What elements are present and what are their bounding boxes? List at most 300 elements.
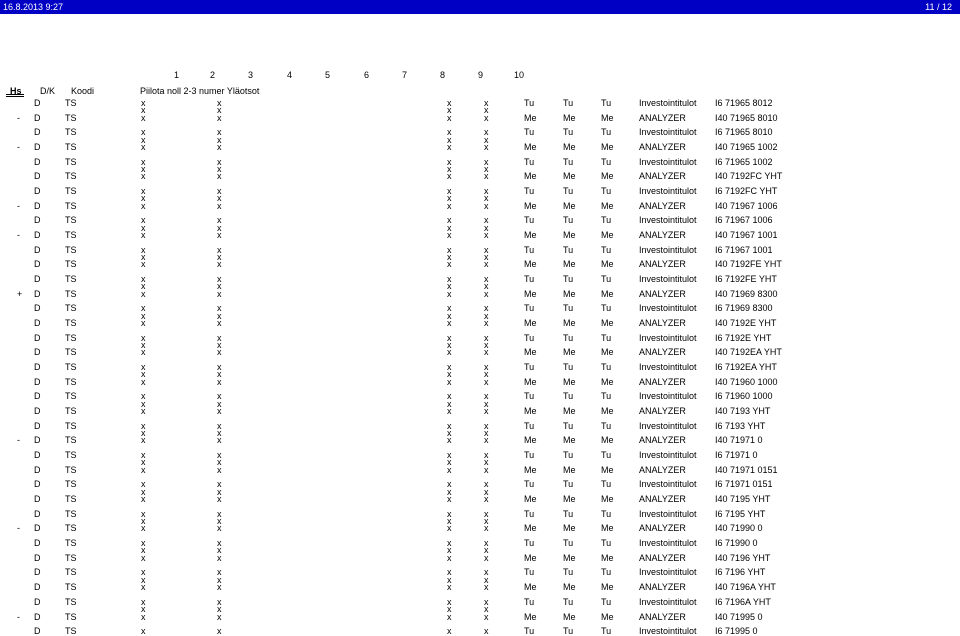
x-cell: x [484,626,489,636]
x-cell: x [447,303,452,314]
type-cell: Me [524,552,537,563]
code-cell: I6 71967 1006 [715,215,773,226]
x-cell: x [141,186,146,196]
x-cell: x [217,230,222,240]
x-cell: x [141,274,146,284]
d-cell: D [34,450,41,461]
name-cell: ANALYZER [639,464,686,475]
x-cell-second-line: x [447,281,452,292]
x-cell: x [141,596,146,607]
x-cell: x [447,332,452,343]
x-cell: x [447,420,452,431]
x-cell: x [484,303,489,314]
type-cell: Me [563,582,576,593]
x-cell-second-line: x [484,457,489,468]
d-cell: D [34,538,41,549]
d-cell: D [34,611,41,622]
x-cell-second-line: x [484,604,489,615]
type-cell: Tu [524,538,535,549]
timestamp: 16.8.2013 9:27 [3,2,64,12]
x-cell: x [484,464,489,475]
code-cell: I40 71971 0151 [715,464,778,475]
x-cell-second-line: x [447,222,452,233]
column-number: 5 [325,70,331,80]
ts-cell: TS [65,259,77,270]
name-cell: Investointitulot [639,274,697,284]
x-cell: x [484,347,489,358]
type-cell: Tu [524,479,535,490]
x-cell: x [217,523,222,534]
column-number: 7 [402,70,408,80]
type-cell: Me [563,230,576,240]
x-cell: x [217,391,222,402]
x-cell-second-line: x [141,457,146,468]
x-cell: x [447,186,452,196]
x-cell: x [217,567,222,578]
type-cell: Me [524,318,537,329]
x-cell: x [217,98,222,108]
x-cell-second-line: x [447,398,452,409]
x-cell-second-line: x [484,369,489,380]
ts-cell: TS [65,230,77,240]
x-cell: x [141,362,146,373]
code-cell: I6 7196A YHT [715,596,771,607]
type-cell: Tu [563,596,574,607]
type-cell: Me [563,464,576,475]
ts-cell: TS [65,420,77,431]
type-cell: Tu [601,244,612,255]
d-cell: D [34,347,41,358]
name-cell: Investointitulot [639,596,697,607]
type-cell: Tu [524,215,535,226]
x-cell: x [141,288,146,299]
name-cell: ANALYZER [639,582,686,593]
x-cell: x [484,494,489,505]
x-cell: x [447,127,452,138]
type-cell: Me [601,376,614,387]
type-cell: Me [601,406,614,417]
col-dk: D/K [40,86,56,96]
type-cell: Tu [563,186,574,196]
type-cell: Tu [524,626,535,636]
type-cell: Tu [563,244,574,255]
x-cell: x [484,391,489,402]
x-cell: x [141,98,146,108]
x-cell: x [447,318,452,329]
x-cell: x [484,611,489,622]
type-cell: Me [563,171,576,182]
ts-cell: TS [65,200,77,211]
x-cell: x [141,215,146,226]
sign-cell: - [17,200,20,211]
x-cell: x [447,376,452,387]
d-cell: D [34,186,41,196]
column-number: 4 [287,70,293,80]
code-cell: I6 7196 YHT [715,567,766,578]
d-cell: D [34,362,41,373]
d-cell: D [34,494,41,505]
d-cell: D [34,479,41,490]
name-cell: ANALYZER [639,552,686,563]
type-cell: Me [524,347,537,358]
x-cell: x [217,332,222,343]
x-cell: x [217,494,222,505]
name-cell: Investointitulot [639,215,697,226]
column-number: 9 [478,70,484,80]
x-cell: x [141,230,146,240]
type-cell: Tu [524,332,535,343]
d-cell: D [34,230,41,240]
d-cell: D [34,288,41,299]
x-cell: x [484,450,489,461]
ts-cell: TS [65,112,77,123]
x-cell-second-line: x [447,369,452,380]
type-cell: Me [601,552,614,563]
x-cell-second-line: x [217,134,222,145]
x-cell: x [217,611,222,622]
name-cell: ANALYZER [639,523,686,534]
d-cell: D [34,552,41,563]
col-hs: Hs [10,86,22,96]
x-cell: x [217,215,222,226]
d-cell: D [34,596,41,607]
ts-cell: TS [65,376,77,387]
type-cell: Tu [601,362,612,373]
type-cell: Tu [524,186,535,196]
x-cell: x [484,567,489,578]
x-cell-second-line: x [217,222,222,233]
d-cell: D [34,626,41,636]
name-cell: ANALYZER [639,171,686,182]
type-cell: Me [524,376,537,387]
d-cell: D [34,567,41,578]
d-cell: D [34,420,41,431]
x-cell: x [141,376,146,387]
type-cell: Tu [601,420,612,431]
d-cell: D [34,435,41,446]
name-cell: Investointitulot [639,332,697,343]
ts-cell: TS [65,274,77,284]
name-cell: ANALYZER [639,230,686,240]
type-cell: Me [601,318,614,329]
x-cell-second-line: x [484,340,489,350]
d-cell: D [34,215,41,226]
x-cell: x [141,450,146,461]
code-cell: I40 7192EA YHT [715,347,782,358]
type-cell: Me [601,435,614,446]
type-cell: Me [563,435,576,446]
type-cell: Me [524,406,537,417]
x-cell: x [217,244,222,255]
type-cell: Me [524,582,537,593]
type-cell: Me [524,494,537,505]
code-cell: I6 7192FE YHT [715,274,777,284]
x-cell: x [447,552,452,563]
x-cell: x [447,259,452,270]
sign-cell: - [17,112,20,123]
type-cell: Tu [601,303,612,314]
x-cell-second-line: x [447,340,452,350]
x-cell-second-line: x [141,193,146,204]
x-cell: x [217,552,222,563]
d-cell: D [34,142,41,152]
type-cell: Tu [524,508,535,519]
ts-cell: TS [65,479,77,490]
type-cell: Me [601,464,614,475]
d-cell: D [34,523,41,534]
type-cell: Me [524,230,537,240]
ts-cell: TS [65,523,77,534]
code-cell: I6 71965 8010 [715,127,773,138]
x-cell-second-line: x [484,134,489,145]
x-cell: x [484,376,489,387]
x-cell: x [447,156,452,167]
x-cell-second-line: x [484,281,489,292]
code-cell: I6 7195 YHT [715,508,766,519]
type-cell: Me [601,611,614,622]
type-cell: Tu [524,362,535,373]
x-cell: x [484,318,489,329]
x-cell: x [447,200,452,211]
x-cell-second-line: x [447,457,452,468]
x-cell-second-line: x [141,164,146,174]
x-cell: x [141,259,146,270]
x-cell-second-line: x [484,574,489,585]
type-cell: Tu [601,332,612,343]
x-cell: x [217,479,222,490]
type-cell: Me [524,112,537,123]
x-cell: x [217,186,222,196]
x-cell: x [484,288,489,299]
d-cell: D [34,171,41,182]
x-cell-second-line: x [141,486,146,497]
table-title: Piilota noll 2-3 numer Yläotsot [140,86,260,96]
column-number: 6 [364,70,370,80]
d-cell: D [34,582,41,593]
d-cell: D [34,112,41,123]
d-cell: D [34,464,41,475]
x-cell: x [217,142,222,152]
type-cell: Tu [563,508,574,519]
x-cell: x [141,552,146,563]
name-cell: ANALYZER [639,494,686,505]
x-cell: x [217,626,222,636]
code-cell: I40 71995 0 [715,611,763,622]
x-cell: x [141,318,146,329]
x-cell: x [447,626,452,636]
x-cell-second-line: x [141,222,146,233]
x-cell: x [447,611,452,622]
x-cell: x [141,611,146,622]
type-cell: Tu [601,127,612,138]
x-cell: x [217,127,222,138]
code-cell: I6 7192E YHT [715,332,772,343]
x-cell-second-line: x [484,252,489,262]
type-cell: Tu [601,98,612,108]
type-cell: Me [563,318,576,329]
type-cell: Tu [524,303,535,314]
x-cell: x [141,523,146,534]
x-cell: x [484,156,489,167]
type-cell: Me [601,171,614,182]
type-cell: Tu [563,420,574,431]
x-cell: x [447,288,452,299]
ts-cell: TS [65,508,77,519]
type-cell: Tu [524,567,535,578]
name-cell: Investointitulot [639,186,697,196]
type-cell: Me [563,259,576,270]
code-cell: I40 7192E YHT [715,318,777,329]
x-cell: x [141,508,146,519]
type-cell: Me [601,230,614,240]
name-cell: Investointitulot [639,420,697,431]
type-cell: Tu [524,156,535,167]
code-cell: I6 71960 1000 [715,391,773,402]
ts-cell: TS [65,332,77,343]
code-cell: I6 71971 0151 [715,479,773,490]
type-cell: Me [563,112,576,123]
type-cell: Tu [601,274,612,284]
x-cell-second-line: x [484,310,489,321]
ts-cell: TS [65,318,77,329]
x-cell: x [484,230,489,240]
ts-cell: TS [65,611,77,622]
d-cell: D [34,127,41,138]
type-cell: Me [524,171,537,182]
type-cell: Me [563,552,576,563]
d-cell: D [34,303,41,314]
x-cell: x [484,332,489,343]
x-cell-second-line: x [141,369,146,380]
x-cell-second-line: x [141,398,146,409]
x-cell-second-line: x [141,428,146,438]
sign-cell: - [17,435,20,446]
name-cell: Investointitulot [639,479,697,490]
x-cell-second-line: x [217,281,222,292]
code-cell: I6 71971 0 [715,450,758,461]
x-cell: x [217,171,222,182]
name-cell: Investointitulot [639,362,697,373]
name-cell: Investointitulot [639,303,697,314]
x-cell: x [217,538,222,549]
x-cell: x [217,362,222,373]
x-cell: x [141,538,146,549]
x-cell-second-line: x [484,516,489,527]
x-cell-second-line: x [447,134,452,145]
hs-underline [6,94,24,97]
x-cell: x [484,112,489,123]
x-cell: x [447,112,452,123]
x-cell: x [447,142,452,152]
x-cell-second-line: x [141,340,146,350]
x-cell-second-line: x [484,398,489,409]
x-cell-second-line: x [141,604,146,615]
page-indicator: 11 / 12 [925,2,952,12]
code-cell: I6 71965 8012 [715,98,773,108]
x-cell: x [141,303,146,314]
x-cell-second-line: x [447,164,452,174]
type-cell: Me [601,259,614,270]
x-cell: x [484,523,489,534]
x-cell: x [447,244,452,255]
x-cell: x [217,274,222,284]
x-cell: x [484,435,489,446]
type-cell: Me [524,259,537,270]
type-cell: Tu [601,567,612,578]
ts-cell: TS [65,391,77,402]
x-cell-second-line: x [217,164,222,174]
x-cell-second-line: x [217,457,222,468]
x-cell: x [484,186,489,196]
x-cell: x [447,230,452,240]
type-cell: Me [601,112,614,123]
code-cell: I6 7192FC YHT [715,186,778,196]
code-cell: I40 71965 8010 [715,112,778,123]
d-cell: D [34,274,41,284]
ts-cell: TS [65,552,77,563]
x-cell: x [484,127,489,138]
type-cell: Tu [563,274,574,284]
type-cell: Me [524,142,537,152]
ts-cell: TS [65,171,77,182]
name-cell: ANALYZER [639,406,686,417]
x-cell: x [484,508,489,519]
x-cell: x [141,332,146,343]
name-cell: ANALYZER [639,318,686,329]
code-cell: I40 7193 YHT [715,406,771,417]
name-cell: Investointitulot [639,450,697,461]
type-cell: Tu [563,332,574,343]
x-cell: x [141,494,146,505]
name-cell: ANALYZER [639,376,686,387]
type-cell: Me [563,611,576,622]
x-cell: x [484,538,489,549]
x-cell: x [141,347,146,358]
name-cell: ANALYZER [639,288,686,299]
x-cell-second-line: x [141,105,146,116]
type-cell: Me [524,523,537,534]
ts-cell: TS [65,464,77,475]
type-cell: Tu [601,479,612,490]
x-cell: x [484,142,489,152]
type-cell: Me [601,523,614,534]
x-cell: x [141,200,146,211]
x-cell: x [217,200,222,211]
x-cell: x [141,420,146,431]
x-cell: x [447,450,452,461]
type-cell: Me [563,142,576,152]
x-cell: x [217,450,222,461]
type-cell: Me [601,347,614,358]
x-cell: x [484,479,489,490]
type-cell: Me [601,582,614,593]
name-cell: Investointitulot [639,391,697,402]
x-cell: x [484,274,489,284]
x-cell: x [484,362,489,373]
x-cell: x [217,318,222,329]
ts-cell: TS [65,494,77,505]
x-cell: x [141,406,146,417]
x-cell: x [217,288,222,299]
type-cell: Tu [563,567,574,578]
x-cell: x [447,508,452,519]
x-cell: x [484,171,489,182]
x-cell: x [217,112,222,123]
code-cell: I6 7193 YHT [715,420,766,431]
x-cell: x [484,596,489,607]
sign-cell: - [17,523,20,534]
x-cell-second-line: x [217,369,222,380]
